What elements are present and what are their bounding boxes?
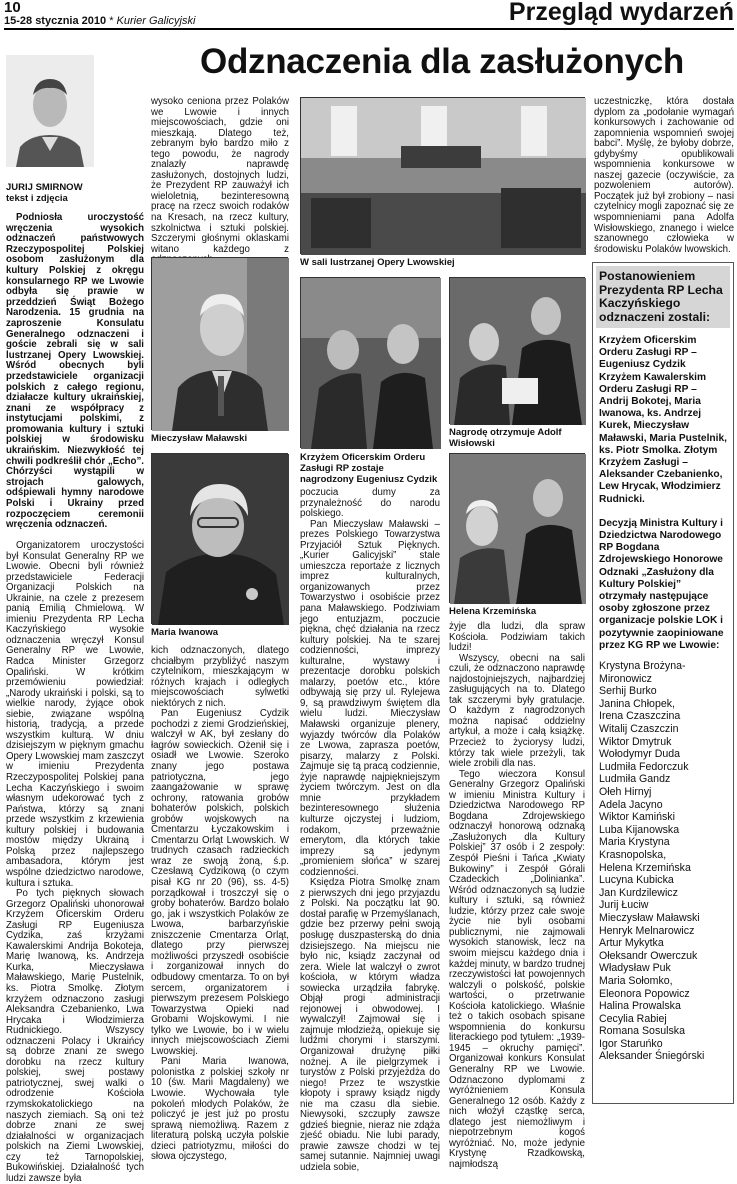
column-2-top-text <box>151 97 289 255</box>
photo-malawski <box>151 257 288 430</box>
lead-paragraph: Podniosła uroczystość wręczenia wysokich odznaczeń państwowych Rzeczypospolitej Polskiej osobom zasłużonym dla kultury Polskiej z okręgu konsularnego RP we Lwowie odbyła się prawie w przeddzień Świąt Bożego Narodzenia. 15 grudnia na zaproszenie Konsulatu Generalnego odznaczeni i goście zebrali się w sali lustrzanej Opery Lwowskiej. Wśród obecnych byli przedstawiciele organizacji polskich z całego regionu, działacze kultury ukraińskiej, znani ze współpracy z instytucjami polskimi, z promowania kultury i sztuki polskiej w środowisku ukraińskim. Niezwykłość tej chwili podkreślił chór „Echo”. Chórzyści wystąpili w strojach galowych, odśpiewali hymny narodowe Polski i Ukrainy przed rozpoczęciem ceremonii wręczenia odznaczeń. <box>6 212 144 531</box>
krzeminska-image <box>450 454 586 604</box>
caption-hall: W sali lustrzanej Opery Lwowskiej <box>300 257 455 268</box>
honoree-name: Władysław Puk <box>599 962 671 975</box>
honoree-name: Aleksander Śniegórski <box>599 1050 705 1063</box>
paragraph: Pan Eugeniusz Cydzik pochodzi z ziemi Grodzieńskiej, walczył w AK, był zesłany do łagrów sowieckich. Ożenił się i osiadł we Lwowie. Szeroko znany jego postawa patriotyczna, jego zaangażowanie w sprawę ochrony, ratowania grobów bohaterów polskich, polskich grobów wojskowych na Cmentarzu Łyczakowskim i Cmentarzu Orląt Lwowskich. W trudnych czasach radzieckich wraz ze swoją żoną, ś.p. Czesławą Cydzikową (o czym pisał KG nr 20 (96), ss. 4-5) porządkował i troszczył się o groby bohaterów. Bardzo bolało go, jak i wszystkich Polaków ze Lwowa, barbarzyńskie zniszczenie Cmentarza Orląt, dlatego przy pierwszej możliwości przyszedł osobiście i zorganizował innych do odbudowy cmentarza. To on był sercem, organizatorem i pierwszym prezesem Polskiego Towarzystwa Opieki nad Grobami Wojskowymi. I nie tylko we Lwowie, bo i w wielu innych miejscowościach Ziemi Lwowskiej. <box>151 708 289 1057</box>
honoree-name: Ludmiła Fedorczuk <box>599 760 689 773</box>
honoree-name: Witalij Czaszczin <box>599 723 679 736</box>
caption-iwanowa: Maria Iwanowa <box>151 627 219 638</box>
paragraph: uczestniczkę, która dostała dyplom za „podołanie wymagań konkursowych i zachowanie od zapomnienia wspomnień swojej babci”. Myślę, że byłoby dobrze, gdybyśmy opublikowali wspomnienia konkursowe w naszej gazecie (oczywiście, za pozwoleniem autorów). Początek już był zrobiony – nasi czytelnicy mogli zapoznać się ze wspomnieniami pana Adolfa Wisłowskiego, znanego i wielce szanownego człowieka w środowisku Polaków lwowskich. <box>594 96 734 255</box>
honoree-name: Krystyna Brożyna-Mironowicz <box>599 660 686 685</box>
honoree-name: Maria Sołomko, <box>599 974 673 987</box>
paragraph: Księdza Piotra Smolkę znam z pierwszych dni jego przyjazdu z Polski. Na początku lat 90. dostał parafię w Przemyślanach, gdzie bez przerwy pełni swoją posługę duszpasterską do dnia dzisiejszego. Na miejscu nie było nic, ksiądz zaczynał od zera. Wiele lat walczył o zwrot kościoła, w którym władza sowiecka urządziła fabrykę. Objął progi administracji rejonowej i obwodowej. I wywalczył! Zajmował się i zajmuje młodzieżą, opiekuje się ludźmi chorymi i starszymi. Organizował drużynę piłki nożnej. A ile pielgrzymek i turystów z Polski przyjeżdża do niego! Przez te wszystkie kłopoty i sprawy ksiądz nigdy nie ma czasu dla siebie. Niewysoki, szczupły zawsze gdzieś biegnie, nieraz nie zdąża zjeść obiadu. Nie lubi parady, prawie zawsze chodzi w tej samej sutannie. Najmniej uwagi udziela sobie, <box>300 877 440 1173</box>
honoree-name: Adela Jacyno <box>599 798 663 811</box>
page-header <box>4 0 734 30</box>
honoree-name: Luba Kijanowska <box>599 823 680 836</box>
honoree-name: Mieczysław Maławski <box>599 911 700 924</box>
column-4-top-text <box>594 97 734 257</box>
paper-name: Kurier Galicyjski <box>116 15 196 27</box>
photo-cydzik <box>300 277 440 448</box>
paragraph: wysoko ceniona przez Polaków we Lwowie i innych miejscowościach, gdzie oni mieszkają. Dlatego też, zebranym było bardzo miło z tego powodu, że nagrody znalazły naprawdę zasłużonych, dostojnych ludzi, że Prezydent RP zauważył ich wieloletnią, bezinteresowną pracę na rzecz swoich rodaków na Kresach, na rzecz kultury, szkolnictwa i sztuki polskiej. Szczerymi głośnymi oklaskami witano każdego z <box>151 96 289 255</box>
author-photo <box>6 55 94 167</box>
separator: * <box>109 15 114 27</box>
caption-malawski: Mieczysław Maławski <box>151 433 248 444</box>
column-1-text <box>6 540 144 1184</box>
honoree-name: Wołodymyr Duda <box>599 748 681 761</box>
honoree-name: Lucyna Kubicka <box>599 874 674 887</box>
honoree-name: Ołeh Hirnyj <box>599 786 652 799</box>
section-title: Przegląd wydarzeń <box>508 0 734 26</box>
wislowski-image <box>450 278 586 425</box>
photo-hall <box>300 97 585 254</box>
honoree-name: Romana Sosulska <box>599 1025 685 1038</box>
paragraph: Wszyscy, obecni na sali czuli, że odznaczono naprawdę najdostojniejszych, najbardziej zasługujących na to. Dlatego tak szczerymi były gratulacje. O każdym z nagrodzonych można napisać oddzielny artykuł, a może i całą książkę. Przecież to życiorysy ludzi, którzy tak wiele przeżyli, tak wiele zrobili dla nas. <box>449 652 585 770</box>
hall-image <box>301 98 586 255</box>
paragraph: Tego wieczora Konsul Generalny Grzegorz Opaliński w imieniu Ministra Kultury i Dziedzictwa Narodowego RP Bogdana Zdrojewskiego odznaczył honorową odznaką „Zasłużonych dla Kultury Polskiej” 37 osób i 2 zespoły: Zespół Pieśni i Tańca „Kwiaty Bukowiny” i Zespół Górali Czadeckich „Dolinianka”. Wśród odznaczonych są ludzie kultury i sztuki, są również ludzie, którzy przez całe swoje życie nie byli osobami publicznymi, nie zajmowali wysokich stanowisk, lecz na swoim miejscu każdego dnia i każdej minuty, w bardzo trudnej rzeczywistości łat powojennych walczyli o polskość, polskie wartości, o przetrwanie Kościoła katolickiego. Właśnie też o takich osobach spisane wspomnienia do konkursu literackiego pod tytułem: „1939-1945 – okruchy pamięci”. Organizował konkurs Konsulat Generalny RP we Lwowie. Odznaczono dyplomami z wyróżnieniem Konsula Generalnego 12 osób. Każdy z nich włożył cząstkę serca, dlatego jest niemożliwym i niepotrzebnym kogoś wyróżniać. No, może jedynie Krystynę Rzadkowską, najmłodszą <box>449 768 585 1170</box>
author-name: JURIJ SMIRNOW <box>6 182 83 193</box>
honoree-name: Eleonora Popowicz <box>599 987 690 1000</box>
honoree-name: Wiktor Kamiński <box>599 811 675 824</box>
paragraph: Pani Maria Iwanowa, polonistka z polskiej szkoły nr 10 (św. Marii Magdaleny) we Lwowie. Wychowała tyle pokoleń młodych Polaków, że policzyć je jest już po prostu sprawą niemożliwą. Razem z literaturą polską uczyła polskie dzieci patriotyzmu, miłości do słowa ojczystego, <box>151 1056 289 1163</box>
photo-krzeminska <box>449 453 585 603</box>
page-number: 10 <box>4 0 21 16</box>
article-title: Odznaczenia dla zasłużonych <box>200 42 684 81</box>
issue-line <box>4 15 195 27</box>
issue-date: 15-28 stycznia 2010 <box>4 15 107 27</box>
malawski-image <box>152 258 289 431</box>
honoree-name: Jurij Łuciw <box>599 899 649 912</box>
honoree-name: Helena Krzemińska <box>599 861 691 874</box>
honoree-name: Halina Prowalska <box>599 1000 681 1013</box>
paragraph: Organizatorem uroczystości był Konsulat Generalny RP we Lwowie. Obecni byli również przedstawiciele Federacji Organizacji Polskich na Ukrainie, na czele z prezesem panią Emilią Chmielową. W imieniu Prezydenta RP Lecha Kaczyńskiego wysokie odznaczenia wręczył Konsul Generalny RP we Lwowie, Radca Minister Grzegorz Opaliński. W krótkim przemówieniu powiedział: „Narody ukraiński i polski, są to wielkie narody, żyjące obok siebie, związane wspólną historią, tradycją, a przede wszystkim kulturą. W dniu dzisiejszym w pięknym gmachu Opery Lwowskiej mam zaszczyt w imieniu Prezydenta Rzeczypospolitej Polskiej pana Lecha Kaczyńskiego i swoim własnym udekorować tych z Państwa, którzy są znani przede wszystkim z krzewienia kultury polskiej i budowania mostów między Ukrainą i Polską przez najlepszego ambasadora, którym jest wspólne dziedzictwo narodowe, kultura i sztuka. <box>6 540 144 889</box>
photo-iwanowa <box>151 453 288 624</box>
honoree-name: Wiktor Dmytruk <box>599 735 672 748</box>
paragraph: Pan Mieczysław Maławski – prezes Polskiego Towarzystwa Przyjaciół Sztuk Pięknych. „Kurier Galicyjski” stale umieszcza reportaże z licznych imprez kulturalnych, organizowanych przez Towarzystwo i osobiście przez pana Maławskiego. Podziwiam jego entuzjazm, poczucie piękna, chęć działania na rzecz kultury polskiej. Na te szarej codzienności, imprezy kulturalne, wystawy i prezentacje dorobku polskich malarzy, poetów etc., które odbywają się przy ul. Rylejewa 9, są prawdziwym świętem dla wielu ludzi. Mieczysław Maławski organizuje plenery, wyjazdy twórców dla Polaków ze Lwowa, zaprasza poetów, pisarzy, malarzy z Polski. Zajmuje się tą pracą codziennie, żyje naprawdę najpiękniejszym życiem twórczym. Jest on dla mnie przykładem bezinteresownego służenia kulturze ojczystej i ludziom, rodakom, przeważnie emerytom, dla których takie imprezy są jedynym „promieniem słońca” w szarej codzienności. <box>300 518 440 878</box>
author-portrait-image <box>6 55 94 167</box>
sidebox-body <box>593 331 733 1067</box>
honoree-name: Irena Czaszczina <box>599 710 681 723</box>
honoree-name: Serhij Burko <box>599 685 657 698</box>
honoree-name: Igor Staruńko <box>599 1037 663 1050</box>
honoree-name: Maria Krystyna Krasnopolska, <box>599 836 670 861</box>
column-3-text <box>300 487 440 1173</box>
paragraph: Po tych pięknych słowach Grzegorz Opaliński uhonorował Krzyżem Oficerskim Orderu Zasługi RP Eugeniusza Cydzika, zaś krzyżami Kawalerskimi Andrija Bokoteja, Marię Iwanową, ks. Andrzeja Kurka, Mieczysława Maławskiego, Marię Pustelnik, ks. Piotra Smolkę. Złotym krzyżem odznaczono zasługi Aleksandra Czebanienko, Lwa Hrycaka i Włodzimierza Rudnickiego. Wszyscy odznaczeni Polacy i Ukraińcy są dobrze znani ze swego dorobku na rzecz kultury polskiej, swej postawy patriotycznej, swej walki o odrodzenie Kościoła rzymskokatolickiego na naszych ziemiach. Są oni też dobrze znani ze swej działalności w organizacjach polskich na Ziemi Lwowskiej, czy też Tarnopolskiej, Bukowińskiej. Działalność tych ludzi zawsze była <box>6 888 144 1184</box>
column-4-bottom-text <box>449 621 585 1170</box>
honoree-name: Cecylia Rabiej <box>599 1012 667 1025</box>
photo-wislowski <box>449 277 585 424</box>
author-note: tekst i zdjęcia <box>6 193 68 204</box>
caption-cydzik: Krzyżem Oficerskim Orderu Zasługi RP zostaje nagrodzony Eugeniusz Cydzik <box>300 452 438 485</box>
honoree-name: Janina Chłopek, <box>599 697 675 710</box>
honoree-name: Ołeksandr Owerczuk <box>599 949 698 962</box>
caption-krzeminska: Helena Krzemińska <box>449 606 537 617</box>
paragraph: poczucia dumy za przynależność do narodu polskiego. <box>300 487 440 520</box>
honoree-name: Artur Mykytka <box>599 937 664 950</box>
sidebox-header: Postanowieniem Prezydenta RP Lecha Kaczyńskiego odznaczeni zostali: <box>596 266 730 328</box>
column-2-bottom-text <box>151 645 289 1163</box>
sidebox-awards: Krzyżem Oficerskim Orderu Zasługi RP – Eugeniusz Cydzik Krzyżem Kawalerskim Orderu Zasługi RP – Andrij Bokotej, Maria Iwanowa, ks. Andrzej Kurek, Mieczysław Maławski, Maria Pustelnik, ks. Piotr Smolka. Złotym Krzyżem Zasługi – Aleksander Czebanienko, Lew Hrycak, Włodzimierz Rudnicki. <box>599 335 727 505</box>
honoree-name: Henryk Melnarowicz <box>599 924 695 937</box>
honoree-name: Jan Kurdzilewicz <box>599 886 678 899</box>
cydzik-image <box>301 278 441 449</box>
iwanowa-image <box>152 454 289 625</box>
honoree-name: Ludmiła Gandz <box>599 773 671 786</box>
caption-wislowski: Nagrodę otrzymuje Adolf Wisłowski <box>449 427 562 449</box>
honoree-list <box>599 660 727 1063</box>
awards-sidebox <box>592 262 734 1104</box>
paragraph: żyje dla ludzi, dla spraw Kościoła. Podziwiam takich ludzi! <box>449 621 585 654</box>
paragraph: kich odznaczonych, dlatego chciałbym przybliżyć naszym czytelnikom, mieszkającym w różnych krajach i odległych miejscowościach sylwetki niektórych z nich. <box>151 645 289 709</box>
article-lead <box>6 213 144 539</box>
sidebox-decision: Decyzją Ministra Kultury i Dziedzictwa Narodowego RP Bogdana Zdrojewskiego Honorowe Odznaki „Zasłużony dla Kultury Polskiej” otrzymały następujące osoby zgłoszone przez organizacje polskie LOK i pozytywnie zaopiniowane przez KG RP we Lwowie: <box>599 517 724 651</box>
